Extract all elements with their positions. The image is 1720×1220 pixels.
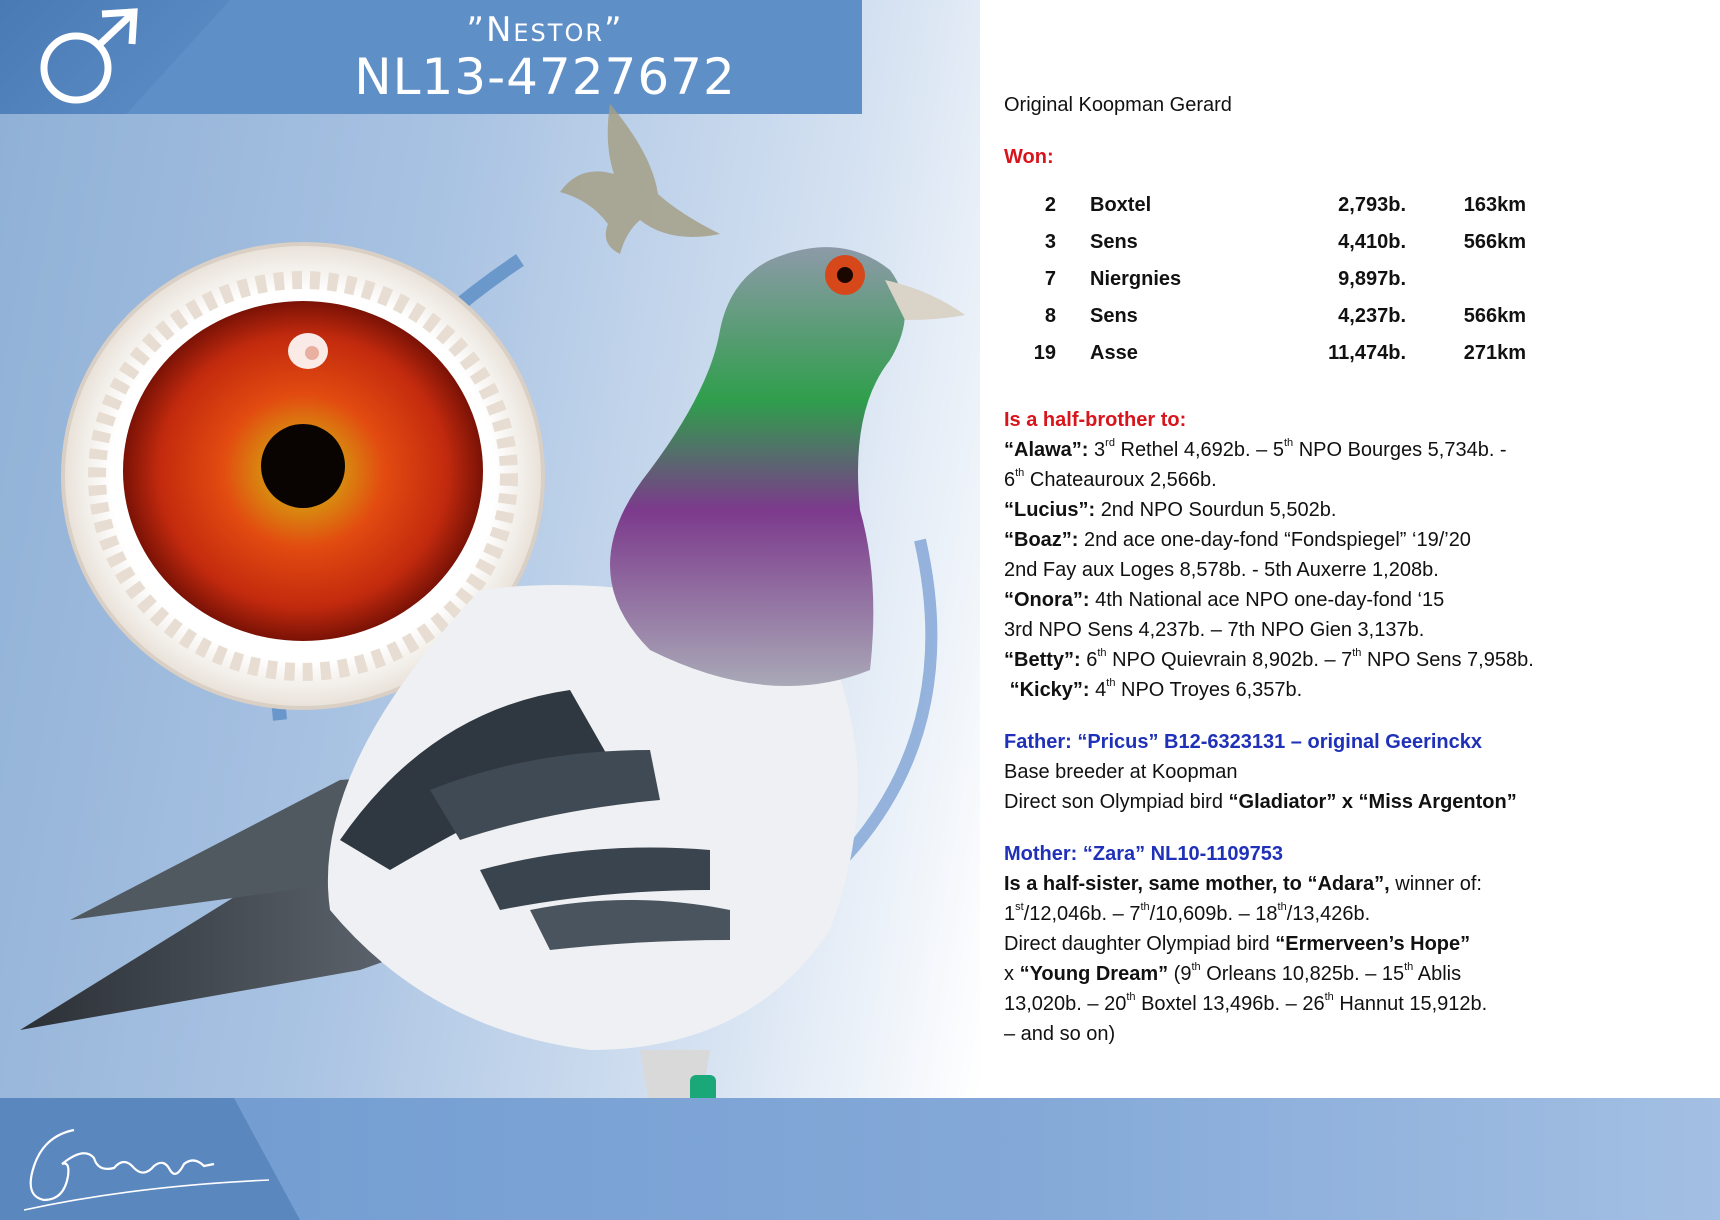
result-row	[1004, 223, 1526, 260]
pigeon-name: ”Nestor”	[466, 10, 624, 50]
mother-heading: Mother: “Zara” NL10-1109753	[1004, 843, 1284, 865]
result-position: 3	[1044, 230, 1056, 253]
won-heading: Won:	[1004, 146, 1054, 168]
pigeon-photo	[10, 150, 1000, 1140]
koopman-signature	[14, 1116, 284, 1216]
result-distance: 566km	[1463, 230, 1526, 253]
result-row	[1004, 260, 1526, 297]
result-birds: 2,793b.	[1338, 193, 1406, 216]
sibling-onora: “Onora”: 4th National ace NPO one-day-fond ‘15	[1004, 589, 1445, 611]
result-birds: 4,237b.	[1338, 304, 1406, 327]
sibling-betty: “Betty”: 6th NPO Quievrain 8,902b. – 7th NPO Sens 7,958b.	[1004, 647, 1534, 671]
result-place: Sens	[1090, 304, 1138, 327]
result-distance: 566km	[1463, 304, 1526, 327]
male-symbol-icon	[36, 8, 142, 108]
result-position: 19	[1033, 341, 1056, 364]
result-row	[1004, 297, 1526, 334]
result-place: Sens	[1090, 230, 1138, 253]
half-brother-heading: Is a half-brother to:	[1004, 409, 1187, 431]
sibling-boaz-cont: 2nd Fay aux Loges 8,578b. - 5th Auxerre 1,208b.	[1004, 559, 1439, 581]
intro-text: Original Koopman Gerard	[1004, 94, 1232, 116]
result-position: 2	[1044, 193, 1056, 216]
result-birds: 4,410b.	[1338, 230, 1406, 253]
result-distance: 163km	[1463, 193, 1526, 216]
results-table	[1004, 186, 1526, 371]
result-distance: 271km	[1463, 341, 1526, 364]
sibling-alawa: “Alawa”: 3rd Rethel 4,692b. – 5th NPO Bourges 5,734b. -	[1004, 437, 1507, 461]
mother-line-2: 1st/12,046b. – 7th/10,609b. – 18th/13,426b.	[1004, 901, 1371, 925]
result-row	[1004, 186, 1526, 223]
pedigree-info	[1004, 90, 1704, 1049]
sibling-alawa-cont: 6th Chateauroux 2,566b.	[1004, 467, 1217, 491]
ring-number: NL13-4727672	[354, 48, 736, 106]
father-line-1: Base breeder at Koopman	[1004, 761, 1238, 783]
mother-line-1: Is a half-sister, same mother, to “Adara”, winner of:	[1004, 873, 1482, 895]
result-birds: 11,474b.	[1328, 341, 1406, 364]
father-line-2: Direct son Olympiad bird “Gladiator” x “Miss Argenton”	[1004, 791, 1517, 813]
result-distance	[1406, 260, 1526, 297]
sibling-onora-cont: 3rd NPO Sens 4,237b. – 7th NPO Gien 3,137b.	[1004, 619, 1425, 641]
sibling-boaz: “Boaz”: 2nd ace one-day-fond “Fondspiegel” ‘19/’20	[1004, 529, 1471, 551]
result-row	[1004, 334, 1526, 371]
result-position: 8	[1044, 304, 1056, 327]
result-position: 7	[1044, 267, 1056, 290]
mother-line-5: 13,020b. – 20th Boxtel 13,496b. – 26th Hannut 15,912b.	[1004, 991, 1488, 1015]
mother-line-6: – and so on)	[1004, 1023, 1116, 1045]
result-place: Boxtel	[1090, 193, 1152, 216]
sibling-kicky: “Kicky”: 4th NPO Troyes 6,357b.	[1009, 677, 1303, 701]
mother-line-4: x “Young Dream” (9th Orleans 10,825b. – 15th Ablis	[1004, 961, 1462, 985]
result-place: Niergnies	[1090, 267, 1182, 290]
father-heading: Father: “Pricus” B12-6323131 – original Geerinckx	[1004, 731, 1482, 753]
mother-line-3: Direct daughter Olympiad bird “Ermerveen’s Hope”	[1004, 933, 1471, 955]
sibling-lucius: “Lucius”: 2nd NPO Sourdun 5,502b.	[1004, 499, 1337, 521]
result-place: Asse	[1090, 341, 1138, 364]
result-birds: 9,897b.	[1338, 267, 1406, 290]
